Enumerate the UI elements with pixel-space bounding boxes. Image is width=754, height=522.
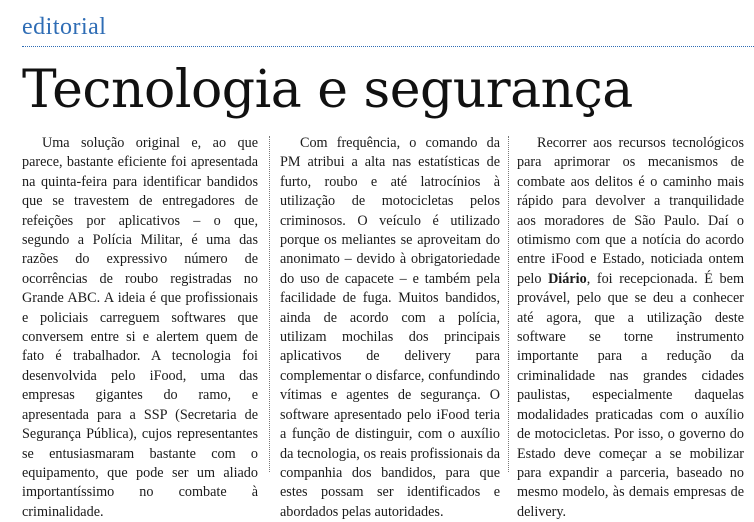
column-1-text: Uma solução original e, ao que parece, bastante eficiente foi apresentada na quinta-feira para identificar bandidos que se travestem de entregadores de refeições por aplicativos – o que, segundo a Polícia Militar, é uma das razões do expressivo número de ocorrências de roubo registradas no Grande ABC. A ideia é que profissionais e policiais carreguem softwares que conversem entre si e alertem quem de fato é trabalhador. A tecnologia foi desenvolvida pelo iFood, uma das empresas gigantes do ramo, e apresentada para a SSP (Secretaria de Segurança Pública), cujos representantes se entusiasmaram bastante com o equipamento, que pode ser um aliado importantíssimo no combate à criminalidade.	[22, 135, 258, 520]
article-column-2	[280, 134, 500, 520]
column-3-text-after: , foi recepcionada. É bem provável, pelo que se deu a conhecer até agora, que a utilização deste software se torne instrumento importante para a redução da criminalidade nas grandes cidades paulistas, especialmente daquelas modalidades praticadas com o auxílio de motocicletas. Por isso, o governo do Estado deve começar a se mobilizar para expandir a parceria, baseado no mesmo modelo, às demais empresas de delivery.	[517, 270, 744, 520]
section-divider	[22, 46, 754, 47]
article-column-1	[22, 134, 258, 520]
column-2-text: Com frequência, o comando da PM atribui a alta nas estatísticas de furto, roubo e até latrocínios à utilização de motocicletas pelos criminosos. O veículo é utilizado porque os meliantes se aproveitam do anonimato – devido à obrigatoriedade do uso de capacete – e também pela facilidade de fuga. Muitos bandidos, ainda de acordo com a polícia, utilizam mochilas dos principais aplicativos de delivery para complementar o disfarce, confundindo vítimas e agentes de segurança. O software apresentado pelo iFood teria a função de distinguir, com o auxílio da tecnologia, os reais profissionais da companhia dos bandidos, para que estes possam ser identificados e abordados pelas autoridades.	[280, 135, 500, 520]
article-column-3	[517, 134, 744, 520]
column-3-text	[517, 134, 744, 522]
headline: Tecnologia e segurança	[22, 60, 633, 120]
column-3-text-before: Recorrer aos recursos tecnológicos para aprimorar os mecanismos de combate aos delitos é o caminho mais rápido para devolver a tranquilidade aos moradores de São Paulo. Daí o otimismo com que a notícia do acordo entre iFood e Estado, noticiada ontem pelo	[517, 135, 744, 287]
column-divider-2	[508, 136, 509, 472]
newspaper-name: Diário	[548, 270, 587, 287]
column-divider-1	[269, 136, 270, 472]
section-label: editorial	[22, 14, 107, 40]
